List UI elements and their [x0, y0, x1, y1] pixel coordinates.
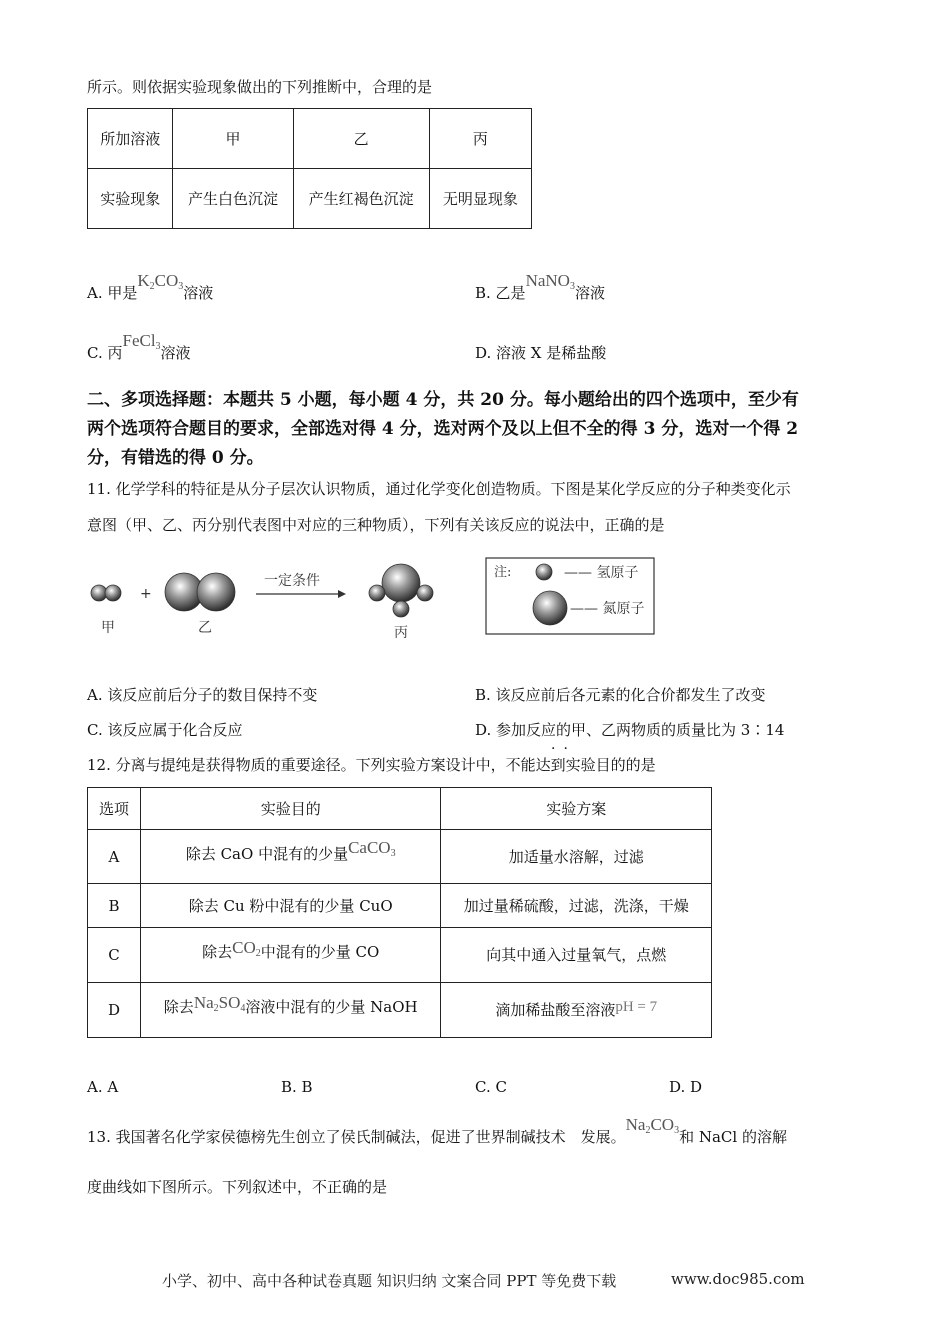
legend-h-atom [536, 564, 552, 580]
q10-option-d: D. 溶液 X 是稀盐酸 [475, 344, 607, 362]
experiment-table [87, 787, 712, 1038]
section2-line2: 两个选项符合题目的要求，全部选对得 4 分，选对两个及以上但不全的得 3 分，选对一个得 2 [87, 419, 799, 439]
formula-k2co3: $K_2CO_3$ [137, 271, 184, 292]
q11-option-a: A. 该反应前后分子的数目保持不变 [87, 686, 318, 704]
footer-text: 小学、初中、高中各种试卷真题 知识归纳 文案合同 PPT 等免费下载 [162, 1272, 617, 1290]
table-header-reagent: 所加溶液 [88, 109, 173, 169]
section2-line3: 分，有错选的得 0 分。 [87, 448, 264, 468]
table-cell-phenomenon: 实验现象 [88, 169, 173, 229]
table-header-bing: 丙 [429, 109, 531, 169]
legend-n-atom [533, 591, 567, 625]
table-cell-bing: 无明显现象 [429, 169, 531, 229]
q10-option-b: B. 乙是NaNO$_3$溶液 [475, 271, 605, 302]
section2-line1: 二、多项选择题：本题共 5 小题，每小题 4 分，共 20 分。每小题给出的四个选项中，至少有 [87, 390, 799, 410]
table-header-jia: 甲 [173, 109, 293, 169]
header-goal: 实验目的 [140, 788, 441, 830]
q12-stem: 12. 分离与提纯是获得物质的重要途径。下列实验方案设计中，不能达到实验目的的是 [87, 756, 656, 774]
table-cell-jia: 产生白色沉淀 [173, 169, 293, 229]
q11-option-c: C. 该反应属于化合反应 [87, 721, 243, 739]
q11-option-b: B. 该反应前后各元素的化合价都发生了改变 [475, 686, 766, 704]
condition-label: 一定条件 [264, 573, 320, 589]
q13-stem-line1: 13. 我国著名化学家侯德榜先生创立了侯氏制碱法，促进了世界制碱技术 发展。$Na_2CO_3$和 NaCl 的溶解 [87, 1115, 787, 1146]
q11-option-d: D. 参加反应的甲、乙两物质的质量比为 3∶14 [475, 721, 785, 739]
plus-sign: + [140, 586, 152, 602]
reaction-diagram [80, 555, 680, 650]
intro-text: 所示。则依据实验现象做出的下列推断中，合理的是 [87, 78, 433, 96]
table-row: B 除去 Cu 粉中混有的少量 CuO 加过量稀硫酸，过滤，洗涤，干燥 [88, 884, 712, 928]
result-table [87, 108, 532, 229]
table-row: A 除去 CaO 中混有的少量CaCO$_3$ 加适量水溶解，过滤 [88, 830, 712, 884]
formula-nano3: NaNO$_3$ [525, 271, 575, 292]
formula-co2: $CO_2$ [232, 938, 261, 959]
table-row: C 除去$CO_2$中混有的少量 CO 向其中通入过量氧气，点燃 [88, 928, 712, 983]
q12-option-c: C. C [475, 1078, 507, 1096]
table-row: D 除去$Na_2SO_4$溶液中混有的少量 NaOH 滴加稀盐酸至溶液pH = 7 [88, 983, 712, 1038]
q12-option-a: A. A [87, 1078, 119, 1096]
q11-stem-line1: 11. 化学学科的特征是从分子层次认识物质，通过化学变化创造物质。下图是某化学反应的分子种类变化示 [87, 480, 791, 498]
legend-note: 注: [494, 565, 512, 580]
q11-stem-line2: 意图（甲、乙、丙分别代表图中对应的三种物质），下列有关该反应的说法中，正确的是 [87, 516, 665, 534]
label-jia: 甲 [101, 620, 115, 636]
legend-h-label: —— 氢原子 [564, 565, 639, 581]
header-plan: 实验方案 [441, 788, 712, 830]
footer-link[interactable]: www.doc985.com [671, 1270, 805, 1288]
q13-stem-line2: 度曲线如下图所示。下列叙述中，不正确的是 [87, 1178, 388, 1196]
molecule-jia [91, 585, 121, 601]
emphasis-dots: ·· [551, 741, 576, 757]
formula-caco3: CaCO$_3$ [348, 837, 396, 859]
q10-option-a: A. 甲是$K_2CO_3$溶液 [87, 271, 214, 302]
formula-na2co3: $Na_2CO_3$ [625, 1115, 680, 1136]
q12-option-d: D. D [669, 1078, 703, 1096]
label-yi: 乙 [198, 620, 212, 636]
formula-na2so4: $Na_2SO_4$ [193, 993, 246, 1014]
arrow-head [338, 590, 346, 598]
molecule-yi [165, 573, 235, 611]
legend-n-label: —— 氮原子 [570, 601, 645, 617]
header-option: 选项 [88, 788, 141, 830]
formula-fecl3: FeCl$_3$ [122, 331, 161, 352]
table-header-yi: 乙 [293, 109, 429, 169]
q12-option-b: B. B [281, 1078, 313, 1096]
molecule-bing [369, 564, 433, 617]
q10-option-c: C. 丙FeCl$_3$溶液 [87, 331, 191, 362]
formula-ph: pH = 7 [615, 998, 658, 1015]
label-bing: 丙 [394, 625, 408, 641]
table-cell-yi: 产生红褐色沉淀 [293, 169, 429, 229]
